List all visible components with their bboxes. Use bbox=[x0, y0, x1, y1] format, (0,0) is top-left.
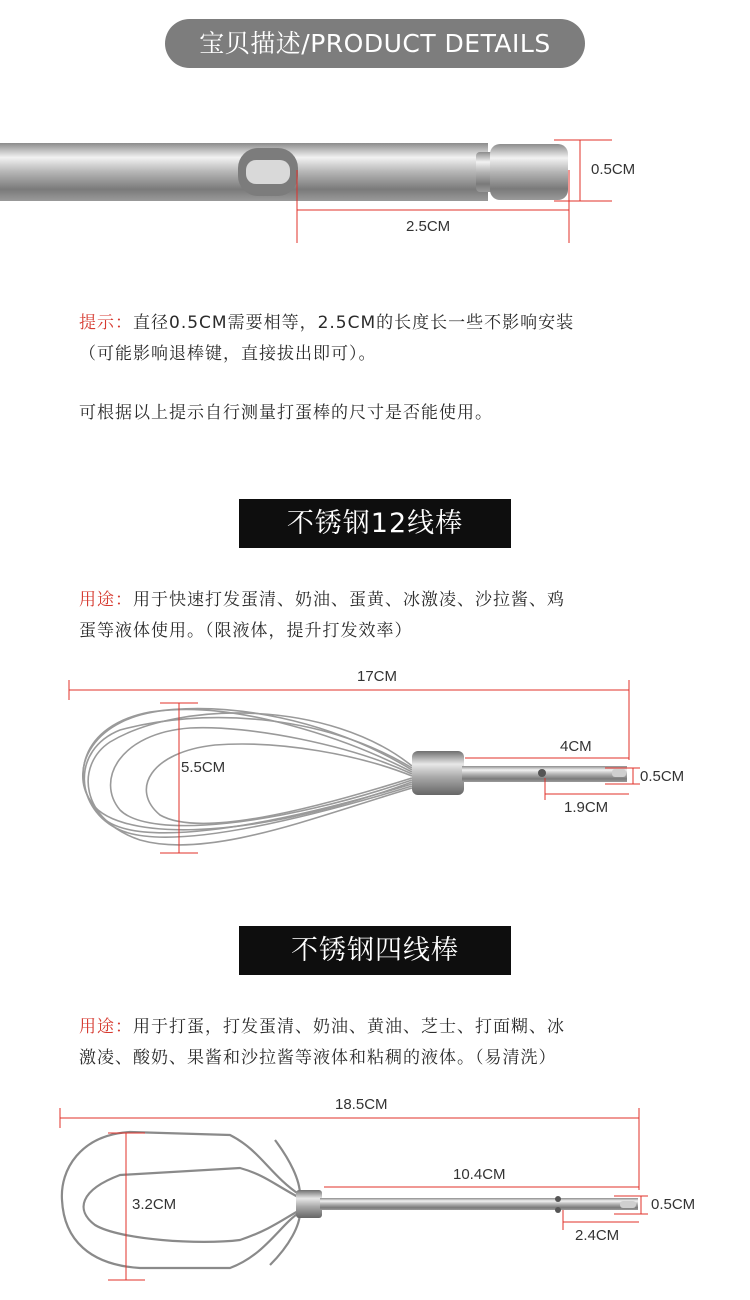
tip-line1: 直径0.5CM需要相等，2.5CM的长度长一些不影响安装 bbox=[133, 313, 575, 333]
product2-usage-prefix: 用途： bbox=[79, 1017, 133, 1037]
tip-prefix: 提示： bbox=[79, 313, 133, 333]
product2-usage-line2: 激凌、酸奶、果酱和沙拉酱等液体和粘稠的液体。（易清洗） bbox=[79, 1048, 557, 1068]
product1-width: 5.5CM bbox=[181, 759, 226, 776]
product1-tip-length: 1.9CM bbox=[564, 799, 609, 816]
product2-usage-line1: 用于打蛋，打发蛋清、奶油、黄油、芝士、打面糊、冰 bbox=[133, 1017, 565, 1037]
connector-diameter-label: 0.5CM bbox=[591, 161, 636, 178]
product1-usage-line1: 用于快速打发蛋清、奶油、蛋黄、冰激凌、沙拉酱、鸡 bbox=[133, 590, 565, 610]
product2-usage bbox=[79, 1012, 699, 1074]
product2-diameter: 0.5CM bbox=[651, 1196, 696, 1213]
product1-total-length: 17CM bbox=[357, 668, 398, 685]
product1-usage bbox=[79, 585, 699, 647]
product1-shaft-length: 4CM bbox=[560, 738, 592, 755]
tip-text bbox=[79, 308, 699, 370]
section-title: 宝贝描述/PRODUCT DETAILS bbox=[165, 19, 585, 68]
product2-tip-length: 2.4CM bbox=[575, 1227, 620, 1244]
connector-rod bbox=[0, 143, 568, 201]
tip-line3: 可根据以上提示自行测量打蛋棒的尺寸是否能使用。 bbox=[79, 403, 493, 423]
product2-shaft-length: 10.4CM bbox=[453, 1166, 506, 1183]
product2-banner: 不锈钢四线棒 bbox=[239, 926, 511, 975]
product1-usage-prefix: 用途： bbox=[79, 590, 133, 610]
product1-diameter: 0.5CM bbox=[640, 768, 685, 785]
balloon-whisk bbox=[83, 709, 627, 845]
whisk2-dimensions bbox=[60, 1108, 648, 1280]
product2-total-length: 18.5CM bbox=[335, 1096, 388, 1113]
product1-banner: 不锈钢12线棒 bbox=[239, 499, 511, 548]
connector-length-label: 2.5CM bbox=[406, 218, 451, 235]
product2-width: 3.2CM bbox=[132, 1196, 177, 1213]
product1-usage-line2: 蛋等液体使用。（限液体，提升打发效率） bbox=[79, 621, 413, 641]
tip-line2: （可能影响退棒键，直接拔出即可）。 bbox=[79, 344, 377, 364]
